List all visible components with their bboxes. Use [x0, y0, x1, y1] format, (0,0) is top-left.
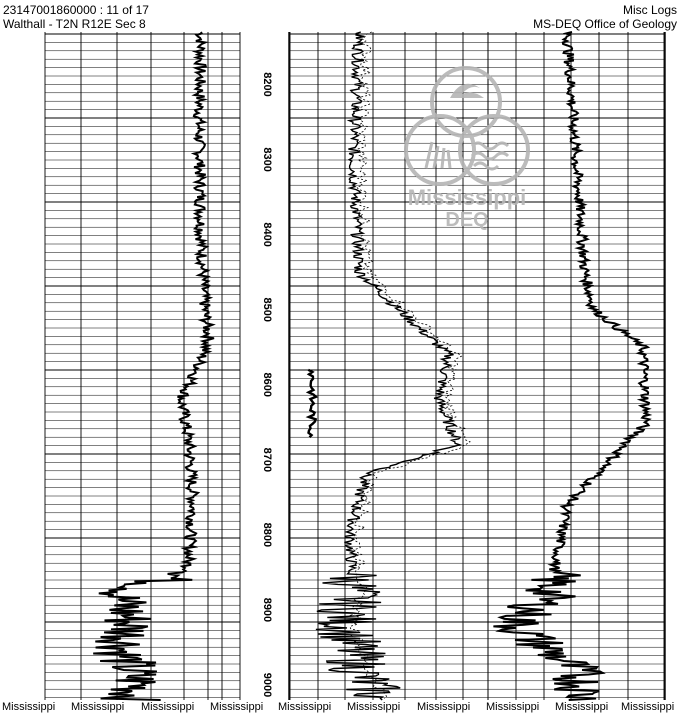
watermark-wave-icon [472, 143, 508, 169]
footer-stamp: Mississippi [417, 701, 471, 713]
footer-stamp: Mississippi [210, 701, 264, 713]
footer-stamp: Mississippi [486, 701, 540, 713]
curve-middle [316, 32, 460, 700]
watermark-line1: Mississippi [407, 185, 527, 210]
footer-stamp: Mississippi [141, 701, 195, 713]
watermark-line2: DEQ [445, 209, 489, 231]
depth-label: 8900 [261, 597, 273, 623]
depth-label: 8200 [261, 72, 273, 97]
watermark-leaf-icon [426, 142, 450, 168]
log-type-label: Misc Logs [622, 3, 677, 17]
footer-stamp: Mississippi [555, 701, 609, 713]
well-location-label: Walthall - T2N R12E Sec 8 [3, 17, 146, 31]
depth-label: 8800 [261, 522, 273, 548]
footer-stamps [0, 700, 680, 715]
footer-stamp: Mississippi [278, 701, 332, 713]
footer-stamp: Mississippi [347, 701, 401, 713]
depth-label: 8300 [261, 147, 273, 172]
footer-stamp: Mississippi [621, 701, 675, 713]
watermark-bird-icon [450, 84, 484, 98]
footer-stamp: Mississippi [2, 701, 56, 713]
log-curves [93, 32, 649, 700]
depth-labels [261, 72, 273, 697]
depth-label: 9000 [261, 672, 273, 698]
footer-stamp: Mississippi [71, 701, 125, 713]
curve-left [93, 32, 214, 700]
depth-label: 8500 [261, 297, 273, 322]
well-id-page-label: 23147001860000 : 11 of 17 [3, 3, 149, 17]
depth-label: 8400 [261, 222, 273, 247]
depth-label: 8600 [261, 372, 273, 398]
depth-label: 8700 [261, 447, 273, 473]
mississippi-deq-watermark [406, 68, 528, 231]
agency-label: MS-DEQ Office of Geology [533, 17, 677, 31]
